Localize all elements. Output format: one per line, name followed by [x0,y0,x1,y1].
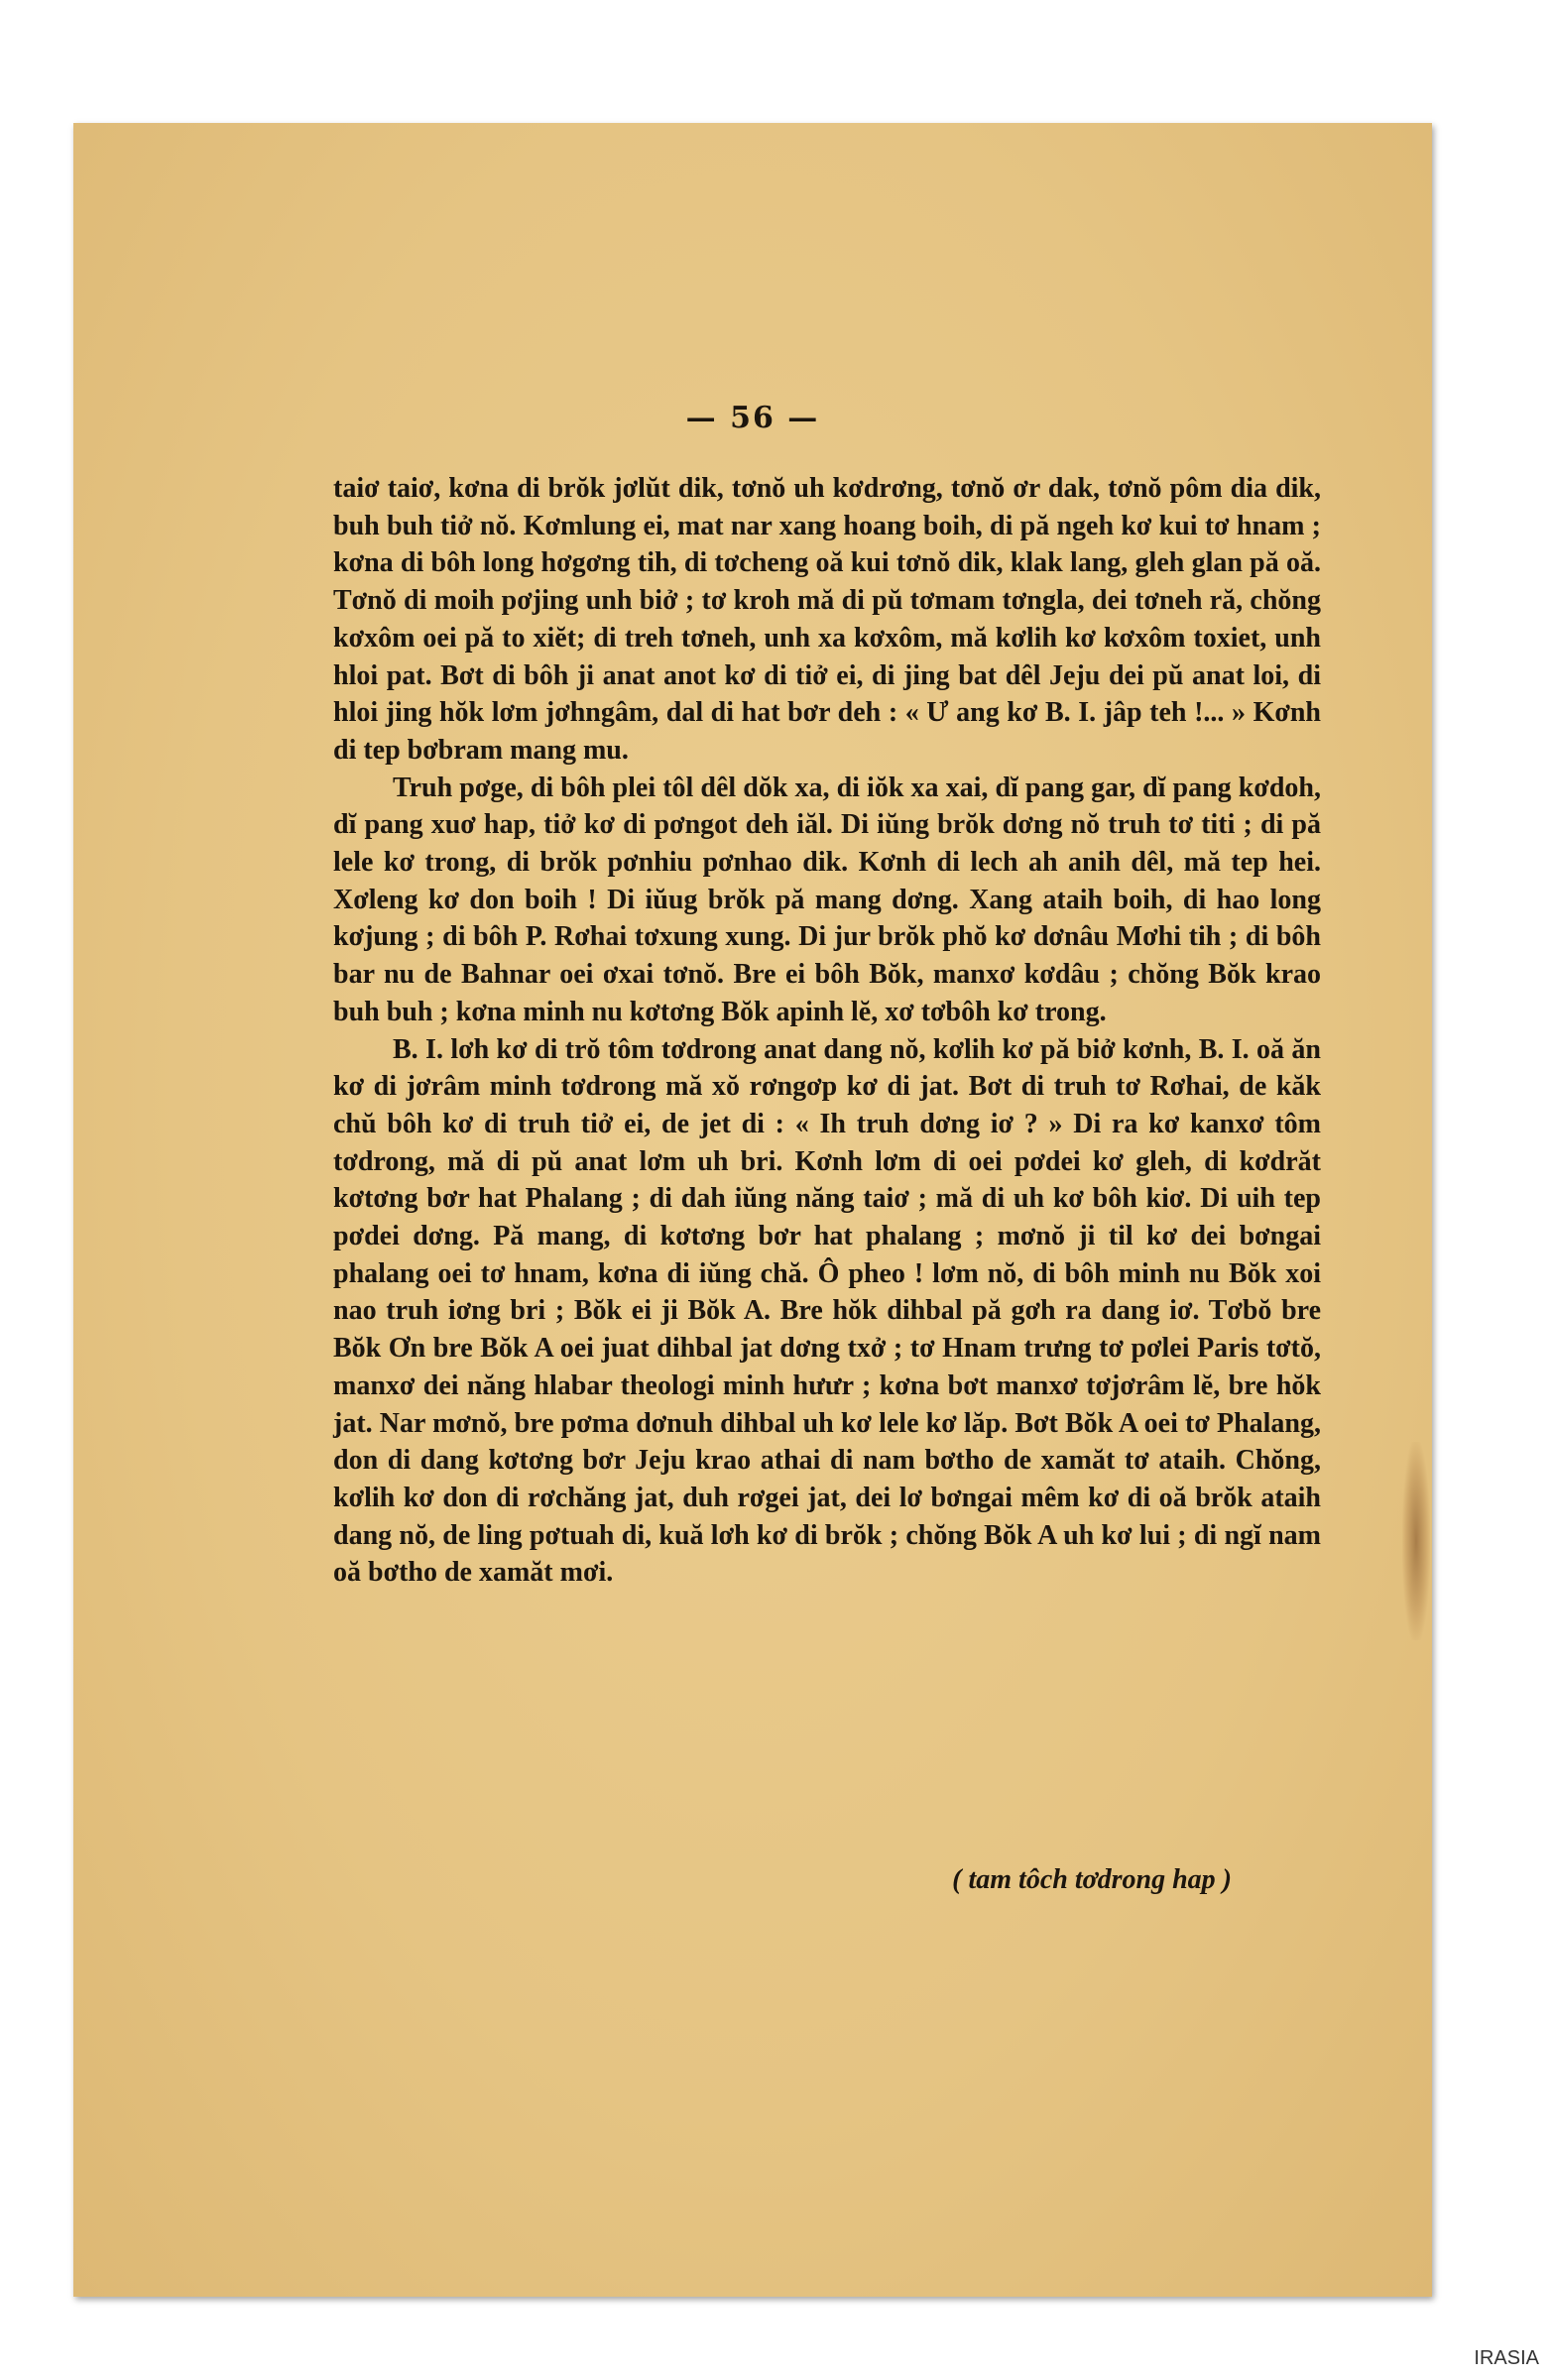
paper-stain [1402,1442,1430,1640]
closing-note: ( tam tôch tơdrong hap ) [952,1864,1232,1895]
body-text [333,470,1321,1592]
paragraph-3: B. I. lơh kơ di trŏ tôm tơdrong anat dang nŏ, kơlih kơ pă biở kơnh, B. I. oă ăn kơ di jơrâm minh tơdrong mă xŏ rơngơp kơ di jat. Bơt di truh tơ Rơhai, de kăk chŭ bôh kơ di truh tiở ei, de jet di : « Ih truh dơng iơ ? » Di ra kơ kanxơ tôm tơdrong, mă di pŭ anat lơm uh bri. Kơnh lơm di oei pơdei kơ gleh, di kơdrăt kơtơng bơr hat Phalang ; di dah iŭng năng taiơ ; mă di uh kơ bôh kiơ. Di uih tep pơdei dơng. Pă mang, di kơtơng bơr hat phalang ; mơnŏ ji til kơ dei bơngai phalang oei tơ hnam, kơna di iŭng chă. Ô pheo ! lơm nŏ, di bôh minh nu Bŏk xoi nao truh iơng bri ; Bŏk ei ji Bŏk A. Bre hŏk dihbal pă gơh ra dang iơ. Tơbŏ bre Bŏk Ơn bre Bŏk A oei juat dihbal jat dơng txở ; tơ Hnam trưng tơ pơlei Paris tơtŏ, manxơ dei năng hlabar theologi minh hưưr ; kơna bơt manxơ tơjơrâm lĕ, bre hŏk jat. Nar mơnŏ, bre pơma dơnuh dihbal uh kơ lele kơ lăp. Bơt Bŏk A oei tơ Phalang, don di dang kơtơng bơr Jeju krao athai di nam bơtho de xamăt tơ ataih. Chŏng, kơlih kơ don di rơchăng jat, duh rơgei jat, dei lơ bơngai mêm kơ di oă brŏk ataih dang nŏ, de ling pơtuah di, kuă lơh kơ di brŏk ; chŏng Bŏk A uh kơ lui ; di ngĭ nam oă bơtho de xamăt mơi. [333,1033,1321,1589]
page-number: — 56 — [685,401,820,435]
watermark: IRASIA [1474,2347,1539,2369]
paragraph-1: taiơ taiơ, kơna di brŏk jơlŭt dik, tơnŏ uh kơdrơng, tơnŏ ơr dak, tơnŏ pôm dia dik, buh buh tiở nŏ. Kơmlung ei, mat nar xang hoang boih, di pă ngeh kơ kui tơ hnam ; kơna di bôh long hơgơng tih, di tơcheng oă kui tơnŏ dik, klak lang, gleh glan pă oă. Tơnŏ di moih pơjing unh biở ; tơ kroh mă di pŭ tơmam tơngla, dei tơneh ră, chŏng kơxôm oei pă to xiĕt; di treh tơneh, unh xa kơxôm, mă kơlih kơ kơxôm toxiet, unh hloi pat. Bơt di bôh ji anat anot kơ di tiở ei, di jing bat dêl Jeju dei pŭ anat loi, di hloi jing hŏk lơm jơhngâm, dal di hat bơr deh : « Ư ang kơ B. I. jâp teh !... » Kơnh di tep bơbram mang mu. [333,473,1321,766]
document-page [73,123,1432,2297]
paragraph-2: Truh pơge, di bôh plei tôl dêl dŏk xa, di iŏk xa xai, dĭ pang gar, dĭ pang kơdoh, dĭ pang xuơ hap, tiở kơ di pơngot deh iăl. Di iŭng brŏk dơng nŏ truh tơ titi ; di pă lele kơ trong, di brŏk pơnhiu pơnhao dik. Kơnh di lech ah anih dêl, mă tep hei. Xơleng kơ don boih ! Di iŭug brŏk pă mang dơng. Xang ataih boih, di hao long kơjung ; di bôh P. Rơhai tơxung xung. Di jur brŏk phŏ kơ dơnâu Mơhi tih ; di bôh bar nu de Bahnar oei ơxai tơnŏ. Bre ei bôh Bŏk, manxơ kơdâu ; chŏng Bŏk krao buh buh ; kơna minh nu kơtơng Bŏk apinh lĕ, xơ tơbôh kơ trong. [333,772,1321,1027]
